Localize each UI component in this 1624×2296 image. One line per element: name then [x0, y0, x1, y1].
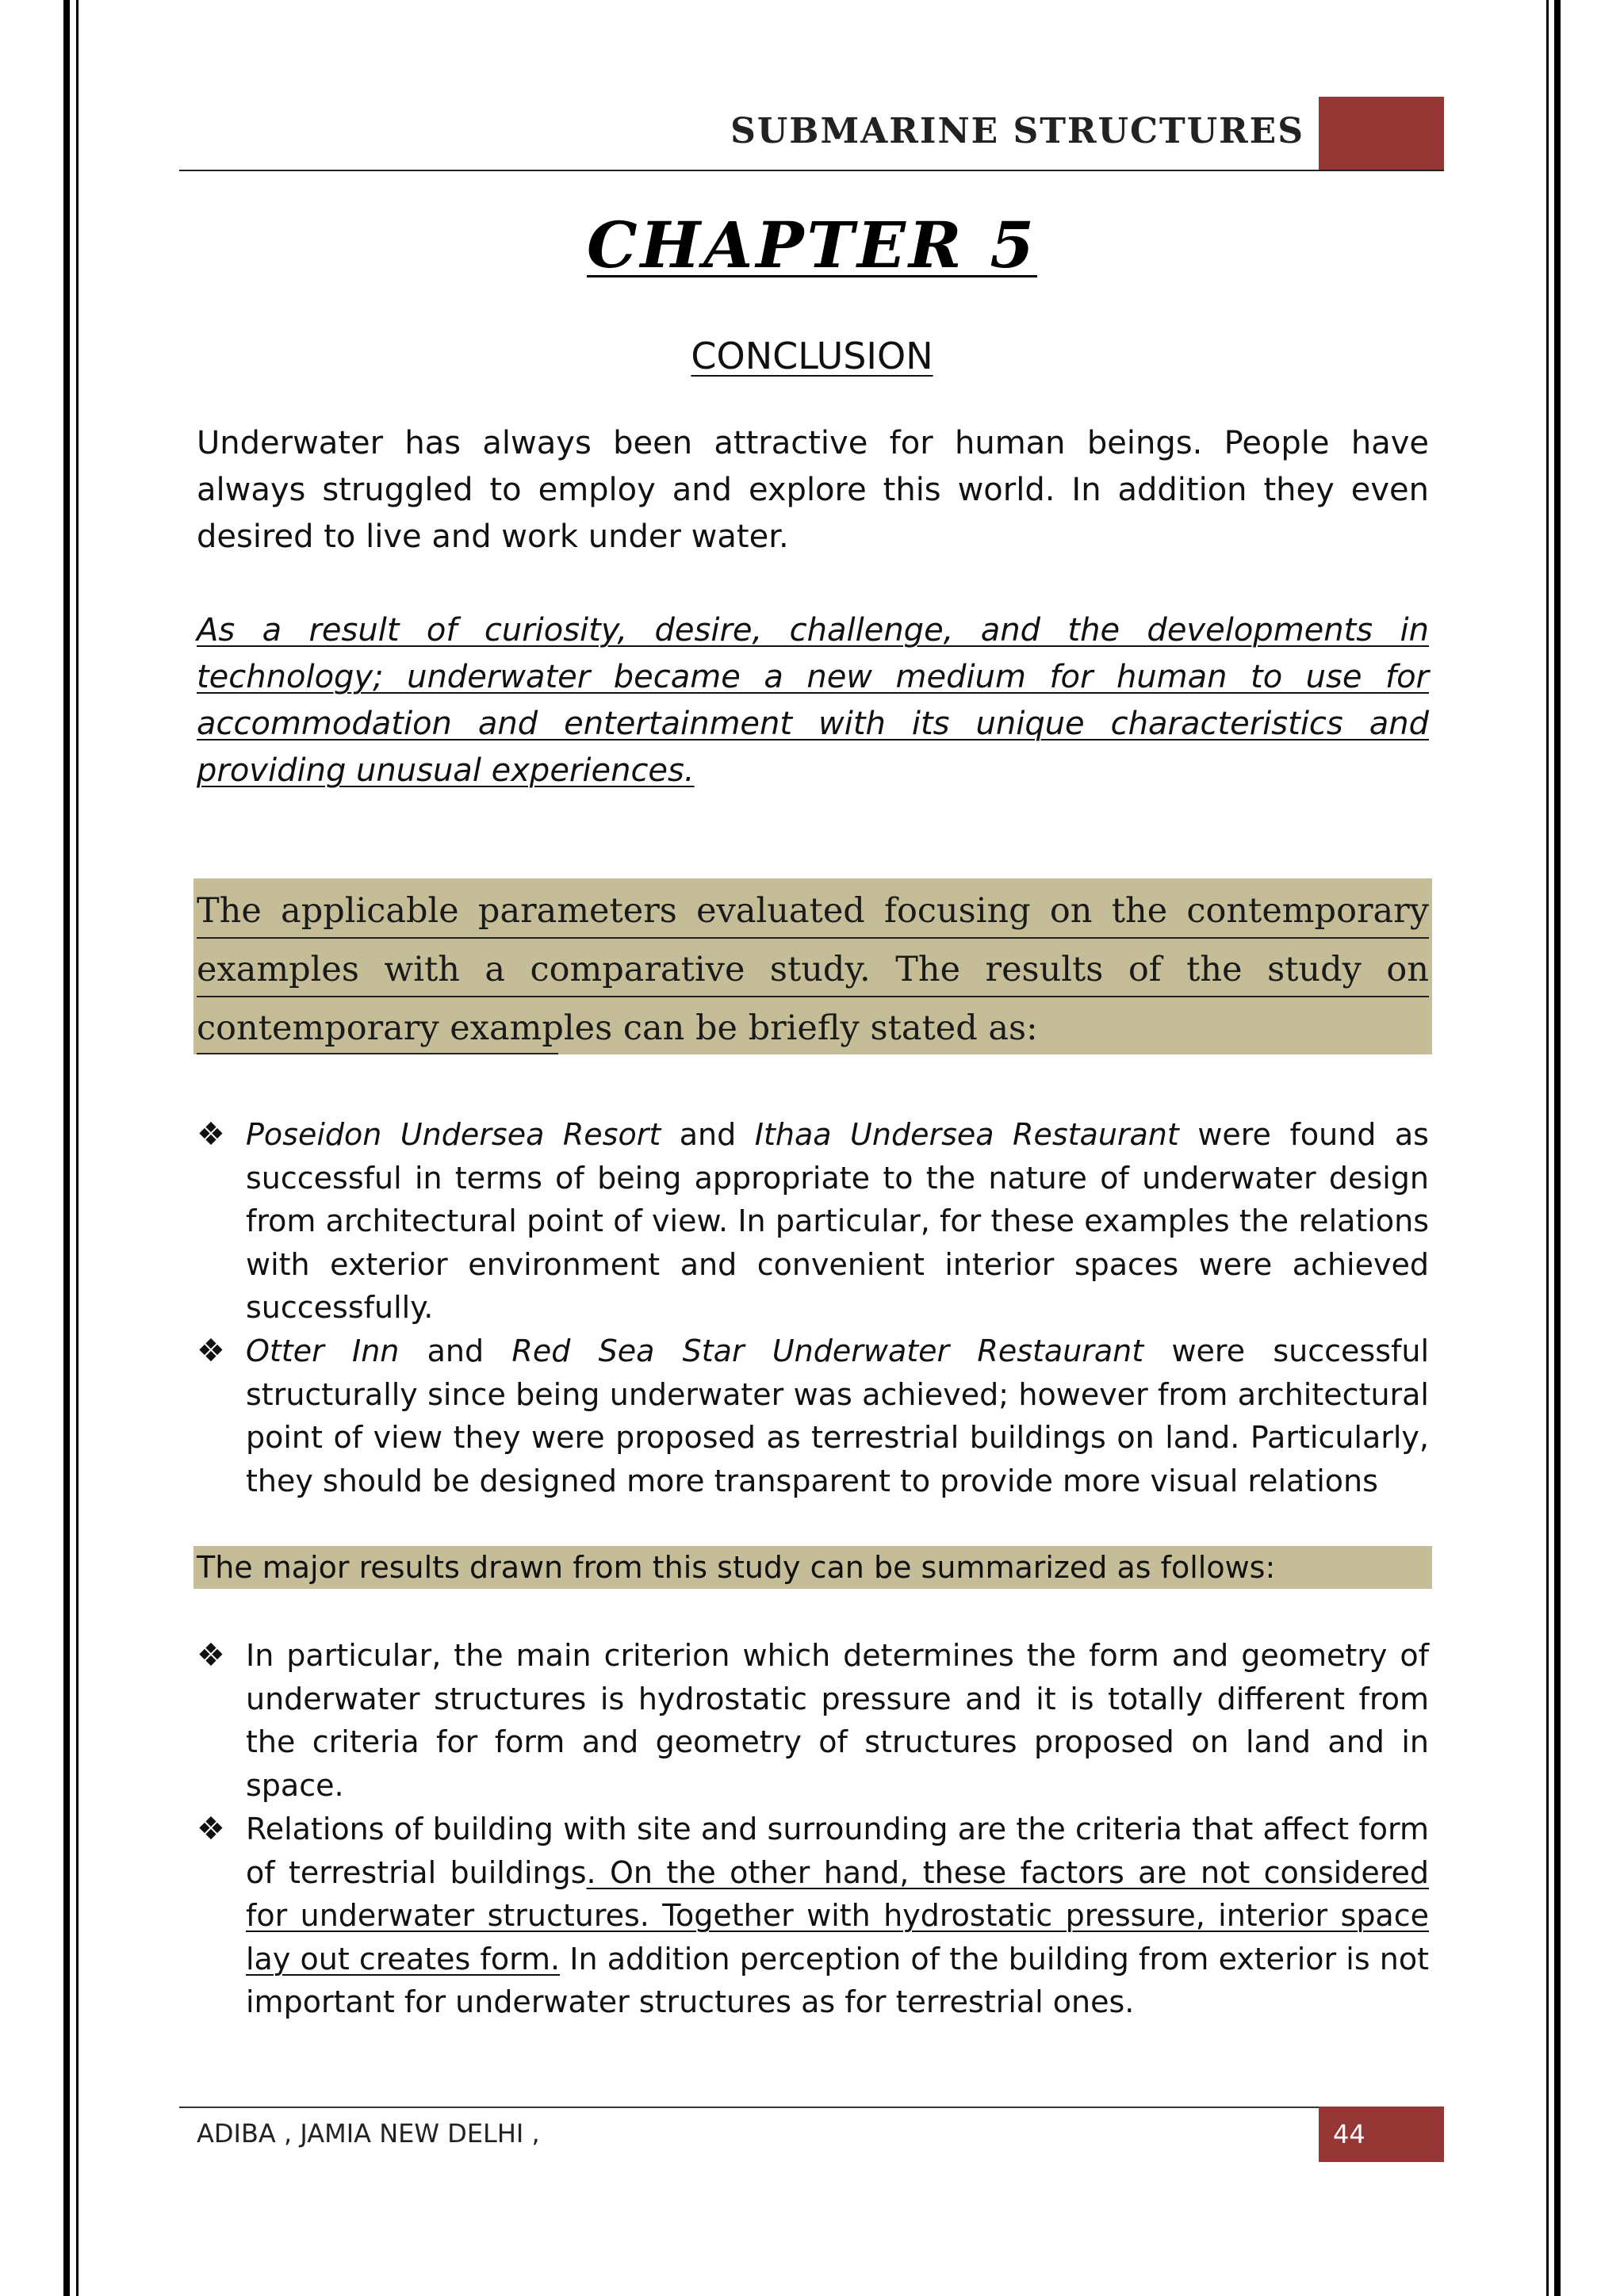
example-name: Otter Inn [246, 1334, 400, 1368]
example-name: Poseidon Undersea Resort [246, 1117, 661, 1152]
emphasis-paragraph: As a result of curiosity, desire, challenge, and the developments in technology; underwater became a new medium for human to use for accommodation and entertainment with its unique characteristics and providing unusual experiences. [197, 612, 1429, 789]
example-name: Ithaa Undersea Restaurant [754, 1117, 1179, 1152]
list-item-body: In addition perception of the building from exterior is not important for underwater structures as for terrestrial ones. [246, 1941, 1430, 2019]
example-name: Red Sea Star Underwater Restaurant [511, 1334, 1144, 1368]
bullet-diamond-icon: ❖ [197, 1116, 225, 1153]
list-item-text [246, 1808, 1429, 2024]
bullet-diamond-icon: ❖ [197, 1811, 225, 1847]
chapter-title: CHAPTER 5 [587, 208, 1037, 282]
section-title: CONCLUSION [691, 335, 933, 377]
footer-rule [179, 2107, 1321, 2108]
header-rule [179, 170, 1444, 171]
list-item-body: were found as successful in terms of being appropriate to the nature of underwater design from architectural point of view. In particular, for these examples the relations with exterior environment and convenient interior spaces were achieved successfully. [246, 1117, 1429, 1325]
chapter-heading-wrap [0, 208, 1624, 282]
running-header-title: SUBMARINE STRUCTURES [730, 111, 1304, 151]
list-item-text [246, 1330, 1429, 1502]
list-item [197, 1634, 1429, 1807]
list-item-body: Relations of building with site and surrounding are the criteria that affect form of terrestrial buildings [246, 1812, 1429, 1890]
list-item [197, 1808, 1429, 2024]
highlight-paragraph: The applicable parameters evaluated focusing on the contemporary examples with a comparative study. The results of the study on contemporary examples can be briefly stated as: [197, 891, 1429, 1048]
list-item-text: In particular, the main criterion which determines the form and geometry of underwater structures is hydrostatic pressure and it is totally different from the criteria for form and geometry of structures proposed on land and in space. [246, 1638, 1429, 1803]
list-item-text [246, 1113, 1429, 1330]
list-item-body: were successful structurally since being underwater was achieved; however from architectural point of view they were proposed as terrestrial buildings on land. Particularly, they should be designed more transparent to provide more visual relations [246, 1334, 1430, 1498]
bullet-diamond-icon: ❖ [197, 1333, 225, 1369]
conjunction: and [399, 1334, 512, 1368]
underlined-statement: . On the other hand, these factors are not considered for underwater structures. Together with hydrostatic pressure, interior space lay out creates form. [246, 1854, 1429, 1976]
list-item [197, 1330, 1429, 1502]
bullet-diamond-icon: ❖ [197, 1637, 225, 1674]
list-item [197, 1113, 1429, 1330]
conjunction: and [661, 1117, 755, 1152]
page-number: 44 [1319, 2107, 1444, 2162]
header-accent-block [1319, 97, 1444, 170]
intro-paragraph: Underwater has always been attractive for human beings. People have always struggled to employ and explore this world. In addition they even desired to live and work under water. [197, 425, 1429, 555]
footer-author: ADIBA , JAMIA NEW DELHI , [197, 2118, 540, 2149]
summary-label: The major results drawn from this study can be summarized as follows: [197, 1550, 1276, 1585]
